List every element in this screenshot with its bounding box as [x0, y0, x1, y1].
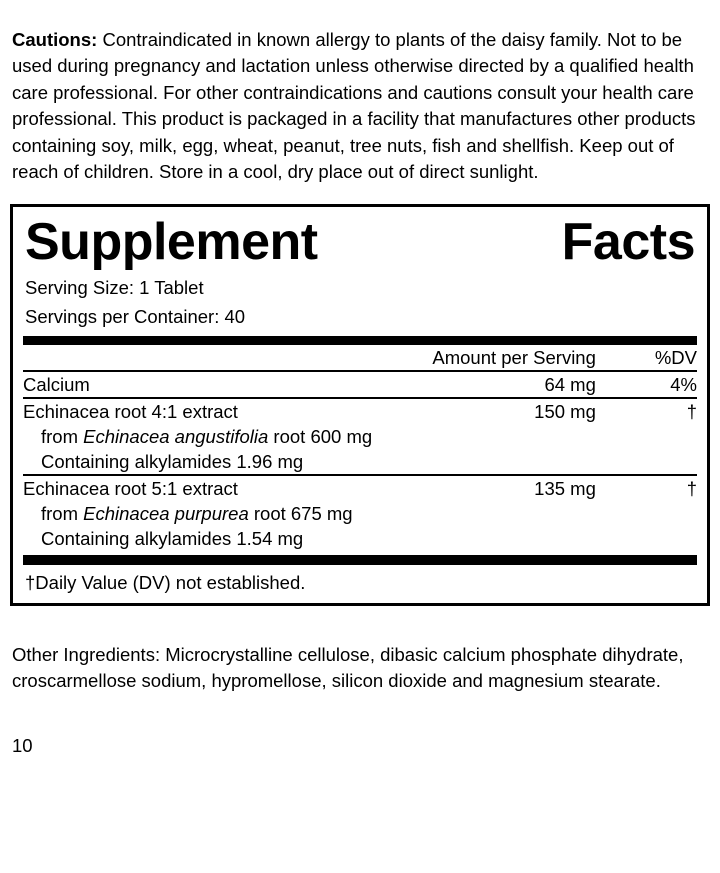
servings-per-container: Servings per Container: 40: [25, 306, 246, 327]
table-subrow: [23, 424, 697, 449]
subline-italic: Echinacea purpurea: [83, 503, 249, 524]
table-row: [23, 372, 697, 397]
row-name: Calcium: [23, 374, 90, 395]
header-nutrient: [23, 345, 414, 370]
row-subline: [23, 449, 697, 474]
table-subrow: [23, 526, 697, 551]
nutrition-row-group: [23, 399, 697, 474]
table-subrow: [23, 449, 697, 474]
table-row: [23, 476, 697, 501]
row-name: Echinacea root 5:1 extract: [23, 478, 238, 499]
subline-prefix: Containing alkylamides 1.54 mg: [41, 528, 304, 549]
subline-suffix: root 600 mg: [268, 426, 373, 447]
subline-italic: Echinacea angustifolia: [83, 426, 269, 447]
row-subline: [23, 501, 697, 526]
row-subline-content: [23, 449, 697, 474]
row-name: Echinacea root 4:1 extract: [23, 401, 238, 422]
row-subline: [23, 526, 697, 551]
row-subline-content: [23, 501, 697, 526]
row-subline-content: [23, 526, 697, 551]
table-row: [23, 399, 697, 424]
cautions-label: Cautions:: [12, 28, 98, 50]
serving-size: Serving Size: 1 Tablet: [25, 277, 204, 298]
nutrition-row-group: [23, 476, 697, 551]
table-subrow: [23, 501, 697, 526]
row-subline-content: [23, 424, 697, 449]
supplement-facts-panel: [10, 204, 710, 606]
row-amount: 64 mg: [544, 374, 596, 395]
row-dv: 4%: [670, 374, 697, 395]
row-dv: †: [686, 401, 697, 422]
row-amount: 135 mg: [534, 478, 596, 499]
page-number: 10: [12, 735, 33, 756]
header-percent-dv: %DV: [654, 347, 697, 368]
divider-thick-bottom: [23, 555, 697, 565]
subline-prefix: from: [41, 503, 84, 524]
subline-prefix: Containing alkylamides 1.96 mg: [41, 451, 304, 472]
row-amount: 150 mg: [534, 401, 596, 422]
daily-value-footnote: †Daily Value (DV) not established.: [25, 572, 306, 593]
supplement-facts-title-left: Supplement: [25, 213, 318, 271]
cautions-text: Contraindicated in known allergy to plants of the daisy family. Not to be used during pregnancy and lactation unless otherwise directed by a qualified health care professional. For other contraindications and cautions consult your health care professional. This product is packaged in a facility that manufactures other products containing soy, milk, egg, wheat, peanut, tree nuts, fish and shellfish. Keep out of reach of children. Store in a cool, dry place out of direct sunlight.: [12, 28, 696, 182]
subline-suffix: root 675 mg: [248, 503, 353, 524]
supplement-facts-title: [23, 211, 697, 271]
supplement-facts-title-right: Facts: [561, 213, 695, 271]
divider-thick-top: [23, 336, 697, 345]
table-header-row: [23, 345, 697, 370]
other-ingredients-paragraph: Other Ingredients: Microcrystalline cellulose, dibasic calcium phosphate dihydrate, croscarmellose sodium, hypromellose, silicon dioxide and magnesium stearate.: [12, 643, 684, 691]
nutrition-row-group: [23, 372, 697, 397]
row-subline: [23, 424, 697, 449]
nutrition-table: [23, 345, 697, 370]
label-page: [0, 19, 720, 873]
header-amount-per-serving: Amount per Serving: [432, 347, 596, 368]
cautions-paragraph: [10, 19, 710, 186]
row-dv: †: [686, 478, 697, 499]
subline-prefix: from: [41, 426, 84, 447]
